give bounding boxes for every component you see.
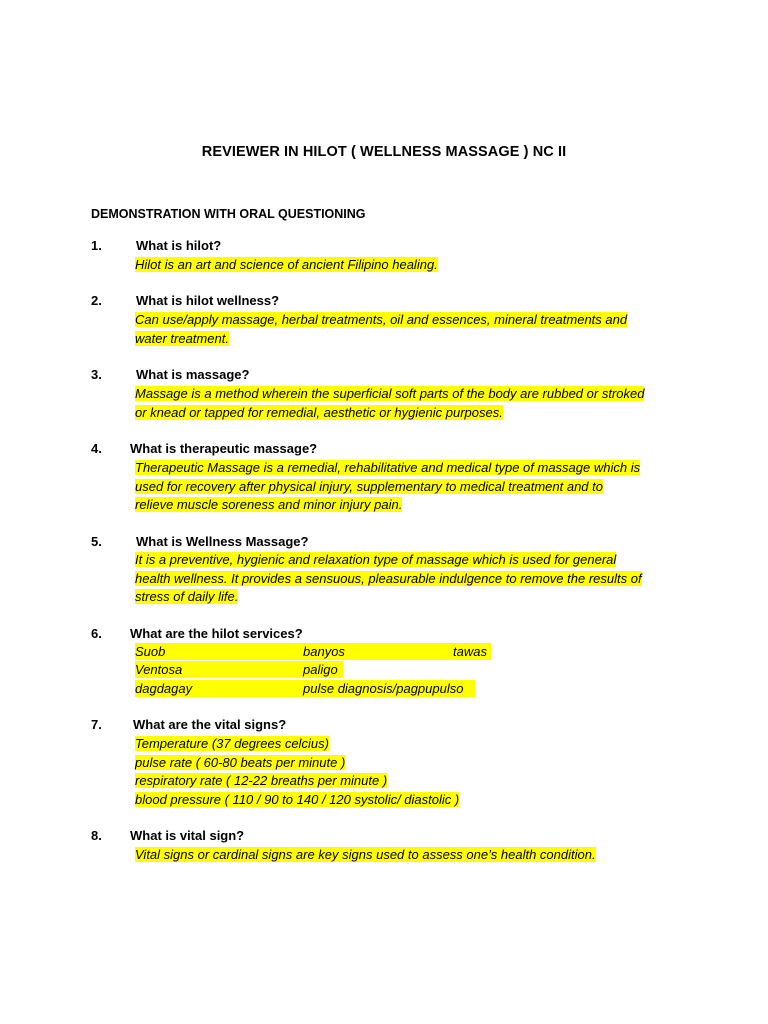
answer-line: stress of daily life. — [135, 589, 239, 605]
answer-line: Massage is a method wherein the superficial soft parts of the body are rubbed or stroked — [135, 386, 645, 401]
answer-line: Therapeutic Massage is a remedial, rehabilitative and medical type of massage which is — [135, 460, 641, 475]
answer-line: Can use/apply massage, herbal treatments, oil and essences, mineral treatments and — [135, 312, 628, 327]
question-text: What is Wellness Massage? — [136, 534, 309, 549]
page-title: REVIEWER IN HILOT ( WELLNESS MASSAGE ) NC II — [201, 144, 567, 160]
question-text: What is therapeutic massage? — [130, 441, 318, 456]
service-item: pulse diagnosis/pagpupulso — [303, 681, 464, 696]
answer-line: Hilot is an art and science of ancient Filipino healing. — [135, 257, 438, 272]
answer-line: relieve muscle soreness and minor injury pain. — [135, 497, 403, 513]
service-item: Ventosa — [135, 662, 183, 677]
service-item: tawas — [453, 644, 487, 659]
answer-line: pulse rate ( 60-80 beats per minute ) — [135, 754, 346, 770]
service-item: banyos — [303, 644, 345, 659]
answer-4 — [135, 459, 640, 515]
answer-line: water treatment. — [135, 330, 229, 346]
service-item: dagdagay — [135, 681, 193, 696]
question-text: What is massage? — [136, 367, 250, 382]
question-text: What are the vital signs? — [133, 717, 287, 732]
question-number: 8. — [91, 828, 102, 843]
question-number: 4. — [91, 441, 102, 456]
question-number: 3. — [91, 367, 102, 382]
answer-7 — [135, 735, 459, 809]
answer-3 — [135, 385, 644, 422]
answer-line: Temperature (37 degrees celcius) — [135, 736, 329, 751]
answer-line: It is a preventive, hygienic and relaxation type of massage which is used for general — [135, 552, 617, 567]
answer-1 — [135, 256, 438, 275]
service-item: paligo — [303, 662, 338, 677]
answer-8 — [135, 846, 596, 865]
answer-5 — [135, 551, 642, 607]
answer-line: respiratory rate ( 12-22 breaths per minute ) — [135, 773, 388, 789]
question-text: What is hilot? — [136, 238, 222, 253]
question-text: What is vital sign? — [130, 828, 245, 843]
service-item: Suob — [135, 644, 166, 659]
answer-2 — [135, 311, 627, 348]
question-number: 2. — [91, 293, 102, 308]
question-number: 6. — [91, 626, 102, 641]
answer-line: or knead or tapped for remedial, aesthetic or hygienic purposes. — [135, 404, 503, 420]
question-text: What is hilot wellness? — [136, 293, 280, 308]
question-number: 5. — [91, 534, 102, 549]
section-heading: DEMONSTRATION WITH ORAL QUESTIONING — [91, 207, 366, 221]
answer-line: health wellness. It provides a sensuous, pleasurable indulgence to remove the results of — [135, 570, 642, 586]
answer-line: used for recovery after physical injury, supplementary to medical treatment and to — [135, 478, 603, 494]
answer-line: Vital signs or cardinal signs are key signs used to assess one’s health condition. — [135, 847, 596, 862]
question-number: 1. — [91, 238, 102, 253]
answer-line: blood pressure ( 110 / 90 to 140 / 120 systolic/ diastolic ) — [135, 791, 460, 807]
question-text: What are the hilot services? — [130, 626, 303, 641]
question-number: 7. — [91, 717, 102, 732]
